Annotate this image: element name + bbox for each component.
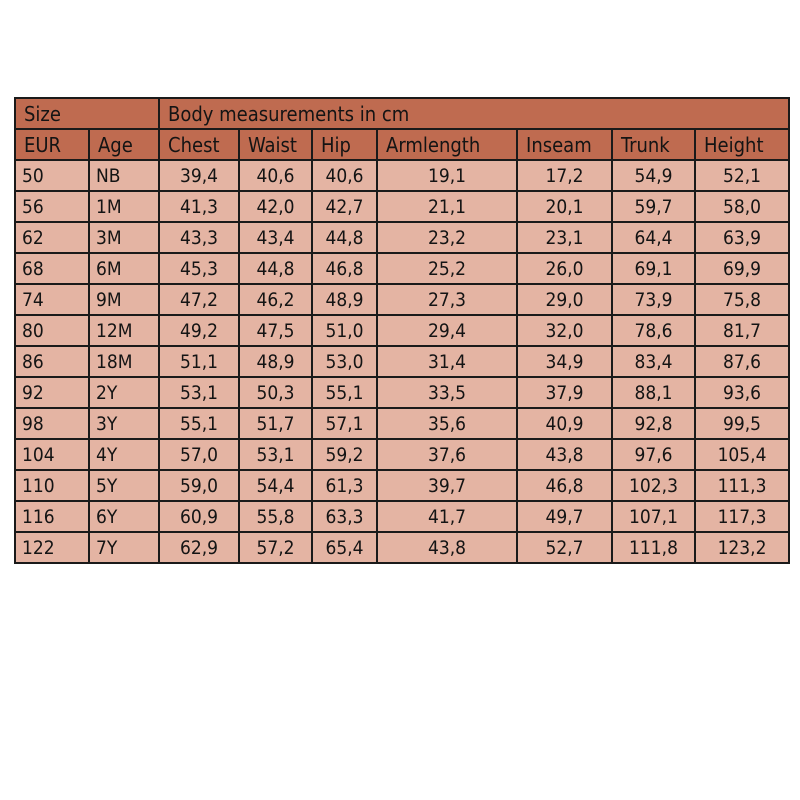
cell-trunk: 59,7 [612, 191, 695, 222]
cell-armlength: 19,1 [377, 160, 517, 191]
cell-height: 58,0 [695, 191, 789, 222]
cell-inseam: 37,9 [517, 377, 612, 408]
cell-eur: 80 [15, 315, 89, 346]
cell-age: 18M [89, 346, 159, 377]
cell-age: 12M [89, 315, 159, 346]
cell-trunk: 73,9 [612, 284, 695, 315]
cell-trunk: 64,4 [612, 222, 695, 253]
column-header-armlength: Armlength [377, 129, 517, 160]
cell-inseam: 23,1 [517, 222, 612, 253]
cell-age: 7Y [89, 532, 159, 563]
cell-waist: 47,5 [239, 315, 312, 346]
cell-hip: 59,2 [312, 439, 377, 470]
cell-trunk: 92,8 [612, 408, 695, 439]
column-header-hip: Hip [312, 129, 377, 160]
table-row [15, 501, 789, 532]
cell-age: 4Y [89, 439, 159, 470]
size-group-header: Size [15, 98, 159, 129]
cell-waist: 46,2 [239, 284, 312, 315]
cell-chest: 45,3 [159, 253, 239, 284]
cell-armlength: 41,7 [377, 501, 517, 532]
cell-height: 52,1 [695, 160, 789, 191]
column-header-row [15, 129, 789, 160]
table-row [15, 532, 789, 563]
cell-trunk: 78,6 [612, 315, 695, 346]
cell-hip: 55,1 [312, 377, 377, 408]
cell-age: 1M [89, 191, 159, 222]
cell-inseam: 40,9 [517, 408, 612, 439]
column-header-trunk: Trunk [612, 129, 695, 160]
cell-inseam: 52,7 [517, 532, 612, 563]
table-row [15, 160, 789, 191]
cell-height: 123,2 [695, 532, 789, 563]
cell-eur: 98 [15, 408, 89, 439]
cell-inseam: 17,2 [517, 160, 612, 191]
cell-height: 69,9 [695, 253, 789, 284]
cell-age: 6Y [89, 501, 159, 532]
cell-height: 75,8 [695, 284, 789, 315]
cell-chest: 49,2 [159, 315, 239, 346]
cell-chest: 57,0 [159, 439, 239, 470]
cell-waist: 48,9 [239, 346, 312, 377]
cell-age: 2Y [89, 377, 159, 408]
cell-inseam: 29,0 [517, 284, 612, 315]
cell-hip: 57,1 [312, 408, 377, 439]
cell-armlength: 29,4 [377, 315, 517, 346]
column-header-waist: Waist [239, 129, 312, 160]
table-row [15, 470, 789, 501]
cell-inseam: 34,9 [517, 346, 612, 377]
cell-hip: 42,7 [312, 191, 377, 222]
cell-chest: 62,9 [159, 532, 239, 563]
cell-hip: 46,8 [312, 253, 377, 284]
cell-trunk: 54,9 [612, 160, 695, 191]
cell-chest: 47,2 [159, 284, 239, 315]
column-header-eur: EUR [15, 129, 89, 160]
table-row [15, 377, 789, 408]
table-row [15, 284, 789, 315]
cell-hip: 40,6 [312, 160, 377, 191]
cell-waist: 53,1 [239, 439, 312, 470]
cell-waist: 42,0 [239, 191, 312, 222]
cell-trunk: 107,1 [612, 501, 695, 532]
cell-inseam: 49,7 [517, 501, 612, 532]
cell-eur: 62 [15, 222, 89, 253]
cell-chest: 41,3 [159, 191, 239, 222]
cell-trunk: 88,1 [612, 377, 695, 408]
table-row [15, 253, 789, 284]
cell-height: 63,9 [695, 222, 789, 253]
cell-armlength: 27,3 [377, 284, 517, 315]
table-body [15, 160, 789, 563]
cell-inseam: 43,8 [517, 439, 612, 470]
cell-eur: 74 [15, 284, 89, 315]
cell-hip: 61,3 [312, 470, 377, 501]
cell-hip: 51,0 [312, 315, 377, 346]
cell-armlength: 23,2 [377, 222, 517, 253]
cell-armlength: 31,4 [377, 346, 517, 377]
cell-age: 9M [89, 284, 159, 315]
cell-eur: 86 [15, 346, 89, 377]
cell-eur: 50 [15, 160, 89, 191]
cell-eur: 116 [15, 501, 89, 532]
cell-age: 3Y [89, 408, 159, 439]
cell-hip: 53,0 [312, 346, 377, 377]
cell-waist: 50,3 [239, 377, 312, 408]
cell-chest: 59,0 [159, 470, 239, 501]
cell-age: 6M [89, 253, 159, 284]
cell-hip: 48,9 [312, 284, 377, 315]
cell-height: 81,7 [695, 315, 789, 346]
cell-armlength: 37,6 [377, 439, 517, 470]
cell-armlength: 21,1 [377, 191, 517, 222]
table-row [15, 408, 789, 439]
table-row [15, 191, 789, 222]
cell-inseam: 32,0 [517, 315, 612, 346]
cell-chest: 43,3 [159, 222, 239, 253]
group-header-row [15, 98, 789, 129]
cell-inseam: 20,1 [517, 191, 612, 222]
cell-chest: 51,1 [159, 346, 239, 377]
cell-waist: 51,7 [239, 408, 312, 439]
cell-trunk: 102,3 [612, 470, 695, 501]
table-row [15, 222, 789, 253]
cell-armlength: 35,6 [377, 408, 517, 439]
cell-inseam: 26,0 [517, 253, 612, 284]
table-row [15, 315, 789, 346]
cell-armlength: 25,2 [377, 253, 517, 284]
column-header-height: Height [695, 129, 789, 160]
cell-chest: 60,9 [159, 501, 239, 532]
table-row [15, 346, 789, 377]
cell-hip: 65,4 [312, 532, 377, 563]
cell-age: 5Y [89, 470, 159, 501]
column-header-age: Age [89, 129, 159, 160]
cell-trunk: 83,4 [612, 346, 695, 377]
cell-trunk: 111,8 [612, 532, 695, 563]
size-chart-table [14, 97, 790, 564]
cell-eur: 104 [15, 439, 89, 470]
cell-waist: 54,4 [239, 470, 312, 501]
cell-trunk: 97,6 [612, 439, 695, 470]
cell-height: 99,5 [695, 408, 789, 439]
table-row [15, 439, 789, 470]
column-header-chest: Chest [159, 129, 239, 160]
cell-waist: 40,6 [239, 160, 312, 191]
cell-waist: 55,8 [239, 501, 312, 532]
cell-height: 111,3 [695, 470, 789, 501]
cell-height: 117,3 [695, 501, 789, 532]
cell-armlength: 33,5 [377, 377, 517, 408]
cell-eur: 110 [15, 470, 89, 501]
cell-eur: 56 [15, 191, 89, 222]
cell-waist: 43,4 [239, 222, 312, 253]
column-header-inseam: Inseam [517, 129, 612, 160]
cell-waist: 44,8 [239, 253, 312, 284]
cell-height: 105,4 [695, 439, 789, 470]
cell-height: 87,6 [695, 346, 789, 377]
cell-chest: 39,4 [159, 160, 239, 191]
cell-armlength: 43,8 [377, 532, 517, 563]
cell-hip: 63,3 [312, 501, 377, 532]
cell-armlength: 39,7 [377, 470, 517, 501]
cell-chest: 53,1 [159, 377, 239, 408]
cell-inseam: 46,8 [517, 470, 612, 501]
cell-trunk: 69,1 [612, 253, 695, 284]
cell-eur: 122 [15, 532, 89, 563]
cell-age: 3M [89, 222, 159, 253]
cell-height: 93,6 [695, 377, 789, 408]
cell-hip: 44,8 [312, 222, 377, 253]
cell-age: NB [89, 160, 159, 191]
cell-chest: 55,1 [159, 408, 239, 439]
body-measurements-group-header: Body measurements in cm [159, 98, 789, 129]
cell-eur: 68 [15, 253, 89, 284]
cell-waist: 57,2 [239, 532, 312, 563]
cell-eur: 92 [15, 377, 89, 408]
